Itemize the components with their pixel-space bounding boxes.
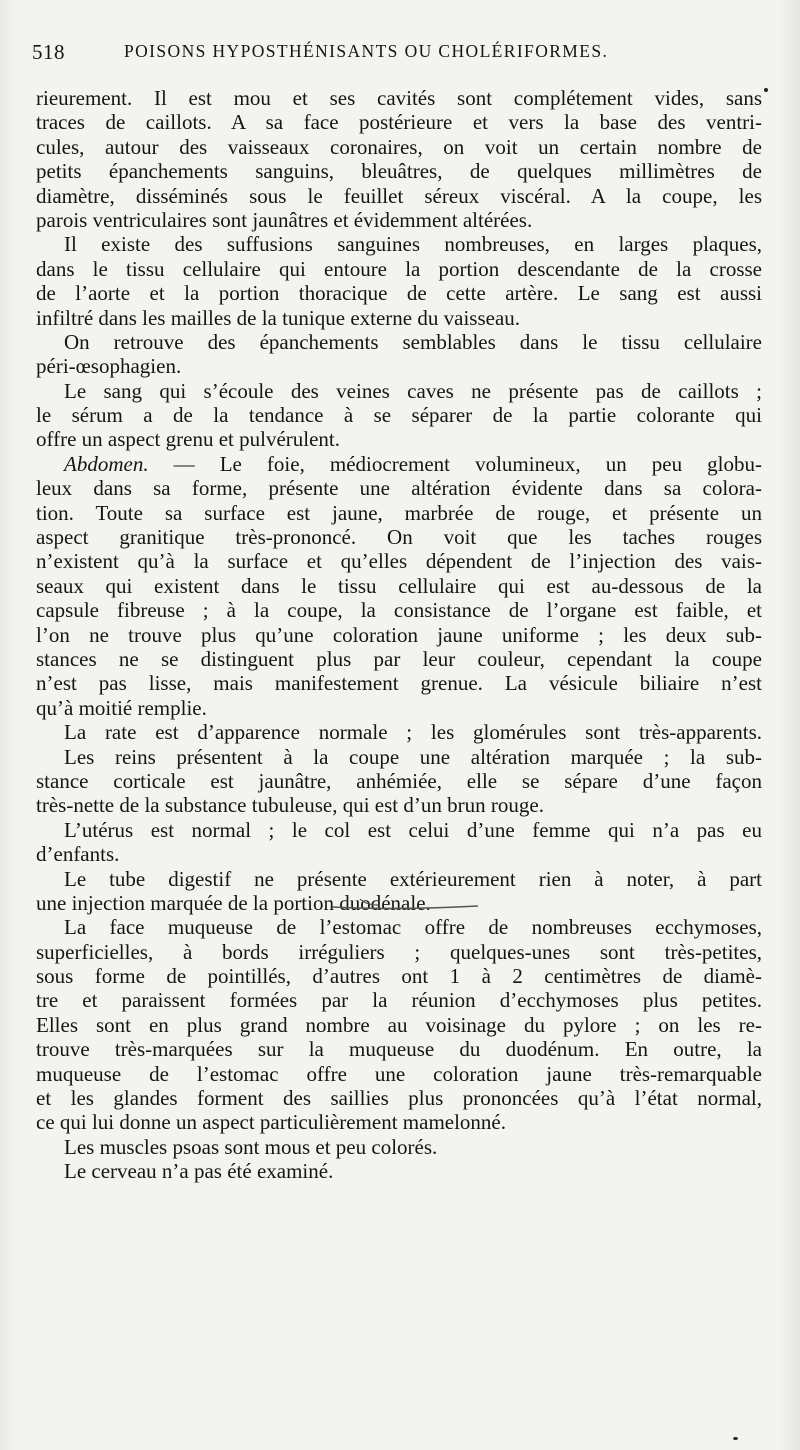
text-line: La face muqueuse de l’estomac offre de nombreuses ecchymoses,	[64, 915, 762, 940]
body-text	[36, 86, 762, 1184]
text-line: n’existent qu’à la surface et qu’elles dépendent de l’injection des vais-	[36, 549, 762, 574]
text-line: rieurement. Il est mou et ses cavités sont complétement vides, sans	[36, 86, 762, 110]
section-heading-italic: Abdomen.	[64, 451, 149, 476]
text-line: Il existe des suffusions sanguines nombreuses, en larges plaques,	[64, 232, 762, 257]
text-line: une injection marquée de la portion duodénale.	[36, 890, 431, 915]
text-line: trouve très-marquées sur la muqueuse du duodénum. En outre, la	[36, 1037, 762, 1062]
text-line: leux dans sa forme, présente une altération évidente dans sa colora-	[36, 476, 762, 501]
dust-speck	[764, 88, 768, 92]
text-line: Les muscles psoas sont mous et peu colorés.	[64, 1134, 438, 1159]
text-line: petits épanchements sanguins, bleuâtres, de quelques millimètres de	[36, 159, 762, 184]
text-line: La rate est d’apparence normale ; les glomérules sont très-apparents.	[64, 720, 762, 745]
running-head: POISONS HYPOSTHÉNISANTS OU CHOLÉRIFORMES.	[124, 41, 609, 61]
text-line: traces de caillots. A sa face postérieure et vers la base des ventri-	[36, 110, 762, 135]
text-line: offre un aspect grenu et pulvérulent.	[36, 427, 340, 452]
text-line: Le tube digestif ne présente extérieurement rien à noter, à part	[64, 866, 762, 891]
text-line: superficielles, à bords irréguliers ; quelques-unes sont très-petites,	[36, 939, 762, 964]
text-line: d’enfants.	[36, 842, 120, 867]
text-line: tre et paraissent formées par la réunion d’ecchymoses plus petites.	[36, 988, 762, 1013]
text-line: cules, autour des vaisseaux coronaires, on voit un certain nombre de	[36, 134, 762, 159]
text-line: capsule fibreuse ; à la coupe, la consistance de l’organe est faible, et	[36, 598, 762, 623]
text-line: stance corticale est jaunâtre, anhémiée, elle se sépare d’une façon	[36, 768, 762, 793]
text-line: stances ne se distinguent plus par leur couleur, cependant la coupe	[36, 646, 762, 671]
text-line: et les glandes forment des saillies plus prononcées qu’à l’état normal,	[36, 1086, 762, 1111]
text-line: ce qui lui donne un aspect particulièrement mamelonné.	[36, 1110, 506, 1135]
text-line: très-nette de la substance tubuleuse, qui est d’un brun rouge.	[36, 793, 544, 818]
text-line: Abdomen. — Le foie, médiocrement volumineux, un peu globu-	[64, 451, 762, 476]
text-line: n’est pas lisse, mais manifestement grenue. La vésicule biliaire n’est	[36, 671, 762, 696]
text-line: dans le tissu cellulaire qui entoure la portion descendante de la crosse	[36, 256, 762, 281]
text-line: parois ventriculaires sont jaunâtres et évidemment altérées.	[36, 207, 533, 232]
text-line: péri-œsophagien.	[36, 354, 182, 379]
text-line: diamètre, disséminés sous le feuillet séreux viscéral. A la coupe, les	[36, 183, 762, 208]
text-line: tion. Toute sa surface est jaune, marbrée de rouge, et présente un	[36, 500, 762, 525]
text-line: aspect granitique très-prononcé. On voit que les taches rouges	[36, 525, 762, 550]
dust-speck	[733, 1437, 738, 1440]
page-number: 518	[32, 40, 65, 64]
text-line: Elles sont en plus grand nombre au voisinage du pylore ; on les re-	[36, 1012, 762, 1037]
text-line: l’on ne trouve plus qu’une coloration jaune uniforme ; les deux sub-	[36, 622, 762, 647]
text-line: On retrouve des épanchements semblables dans le tissu cellulaire	[64, 329, 762, 354]
text-line: de l’aorte et la portion thoracique de cette artère. Le sang est aussi	[36, 281, 762, 306]
text-line: infiltré dans les mailles de la tunique externe du vaisseau.	[36, 305, 521, 330]
text-line: Les reins présentent à la coupe une altération marquée ; la sub-	[64, 744, 762, 769]
text-line: le sérum a de la tendance à se séparer de la partie colorante qui	[36, 403, 762, 428]
text-line: Le cerveau n’a pas été examiné.	[64, 1159, 334, 1184]
text-line: Le sang qui s’écoule des veines caves ne présente pas de caillots ;	[64, 378, 762, 403]
text-line: qu’à moitié remplie.	[36, 695, 207, 720]
text-line: L’utérus est normal ; le col est celui d’une femme qui n’a pas eu	[64, 817, 762, 842]
text-line: sous forme de pointillés, d’autres ont 1 à 2 centimètres de diamè-	[36, 964, 762, 989]
text-line: muqueuse de l’estomac offre une coloration jaune très-remarquable	[36, 1061, 762, 1086]
page-header	[32, 36, 760, 72]
text-line: seaux qui existent dans le tissu cellulaire qui est au-dessous de la	[36, 573, 762, 598]
